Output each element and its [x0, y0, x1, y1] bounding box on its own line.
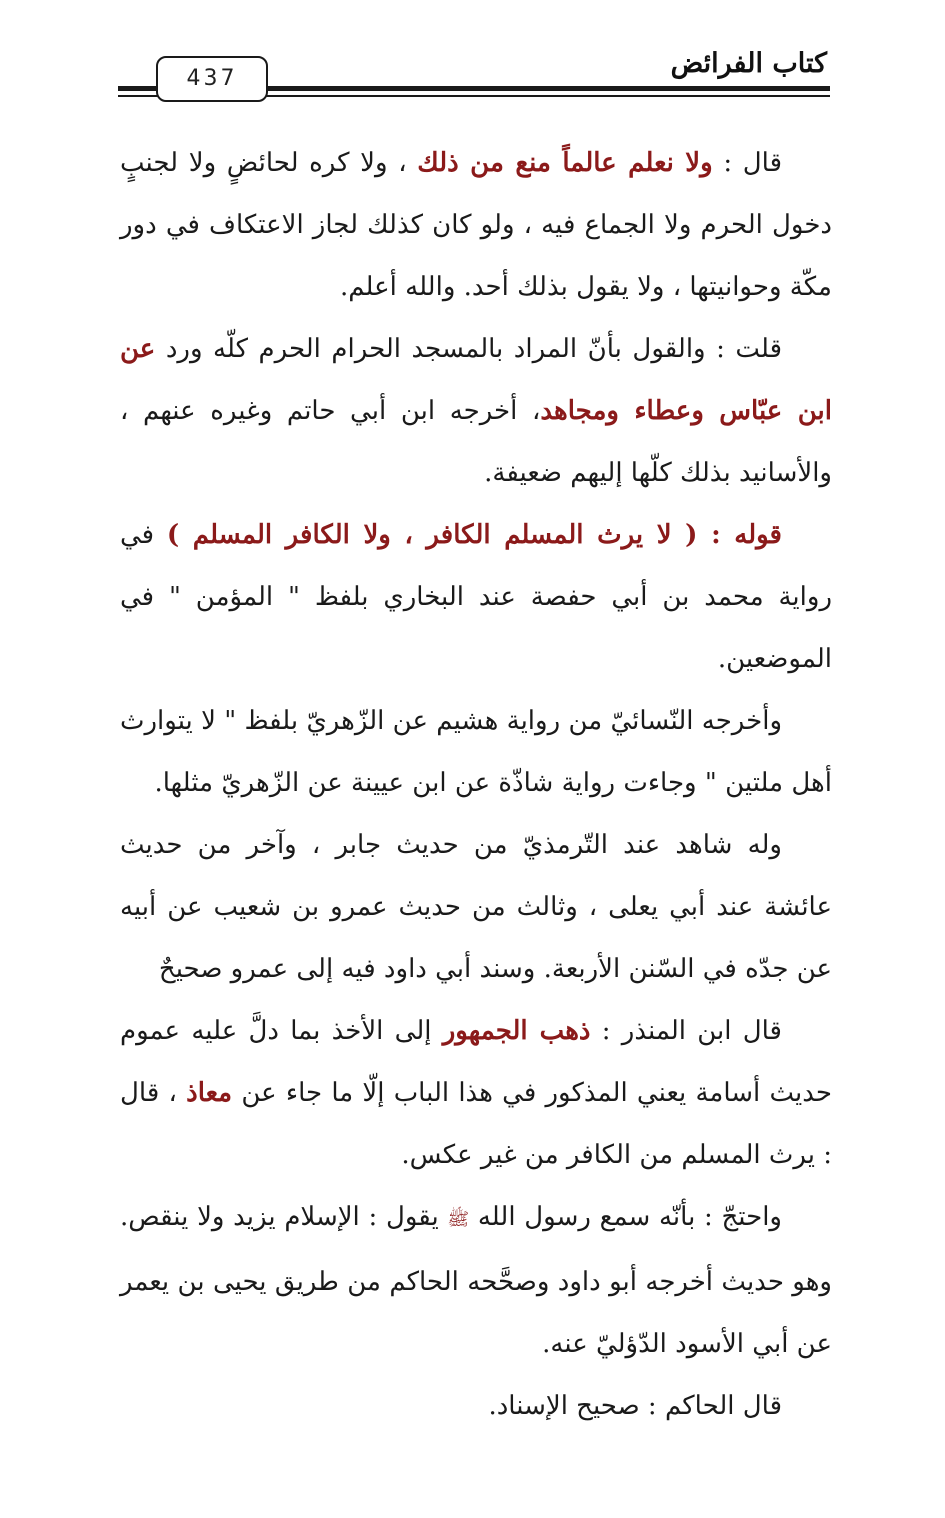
page-header [0, 0, 945, 110]
highlighted-text: قوله : ( لا يرث المسلم الكافر ، ولا الكافر المسلم ) [166, 520, 782, 550]
text-segment: ، ولا كره لحائضٍ ولا لجنبٍ دخول الحرم ولا الجماع فيه ، ولو كان كذلك لجاز الاعتكاف في دور مكّة وحوانيتها ، ولا يقول بذلك أحد. والله أعلم. [120, 148, 832, 302]
paragraph-p6 [120, 1000, 832, 1186]
page-number: 437 [156, 56, 268, 102]
highlighted-text: معاذ [186, 1078, 233, 1108]
text-segment: ، أخرجه ابن أبي حاتم وغيره عنهم ، والأسانيد بذلك كلّها إليهم ضعيفة. [120, 396, 832, 488]
highlighted-text: ولا نعلم عالماً منع من ذلك [417, 148, 713, 178]
paragraph-p4 [120, 690, 832, 814]
text-segment: وأخرجه النّسائيّ من رواية هشيم عن الزّهريّ بلفظ " لا يتوارث أهل ملتين " وجاءت رواية شاذّة عن ابن عيينة عن الزّهريّ مثلها. [120, 706, 832, 798]
paragraph-p1 [120, 132, 832, 318]
text-segment: قال ابن المنذر : [590, 1016, 782, 1046]
body-text [120, 132, 832, 1437]
salutation-symbol: ﷺ [447, 1209, 470, 1230]
text-segment: قال الحاكم : صحيح الإسناد. [488, 1391, 782, 1421]
text-segment: قلت : والقول بأنّ المراد بالمسجد الحرام الحرم كلّه ورد [155, 334, 782, 364]
highlighted-text: عن ابن عبّاس وعطاء ومجاهد [120, 334, 832, 426]
text-segment: يقول : الإسلام يزيد ولا ينقص. وهو حديث أخرجه أبو داود وصحَّحه الحاكم من طريق يحيى بن يعمر عن أبي الأسود الدّؤليّ عنه. [120, 1202, 832, 1359]
paragraph-p5 [120, 814, 832, 1000]
text-segment: واحتجّ : بأنّه سمع رسول الله [469, 1202, 782, 1232]
text-segment: ، قال : يرث المسلم من الكافر من غير عكس. [120, 1078, 832, 1170]
paragraph-p2 [120, 318, 832, 504]
paragraph-p3 [120, 504, 832, 690]
text-segment: وله شاهد عند التّرمذيّ من حديث جابر ، وآخر من حديث عائشة عند أبي يعلى ، وثالث من حديث عمرو بن شعيب عن أبيه عن جدّه في السّنن الأربعة. وسند أبي داود فيه إلى عمرو صحيحٌ [120, 830, 832, 984]
text-segment: في رواية محمد بن أبي حفصة عند البخاري بلفظ " المؤمن " في الموضعين. [120, 520, 832, 674]
text-segment: قال : [712, 148, 783, 178]
chapter-title: كتاب الفرائض [670, 48, 827, 79]
paragraph-p7 [120, 1186, 832, 1375]
text-segment: إلى الأخذ بما دلَّ عليه عموم حديث أسامة يعني المذكور في هذا الباب إلّا ما جاء عن [120, 1016, 832, 1108]
highlighted-text: ذهب الجمهور [442, 1016, 591, 1046]
paragraph-p8 [120, 1375, 832, 1437]
